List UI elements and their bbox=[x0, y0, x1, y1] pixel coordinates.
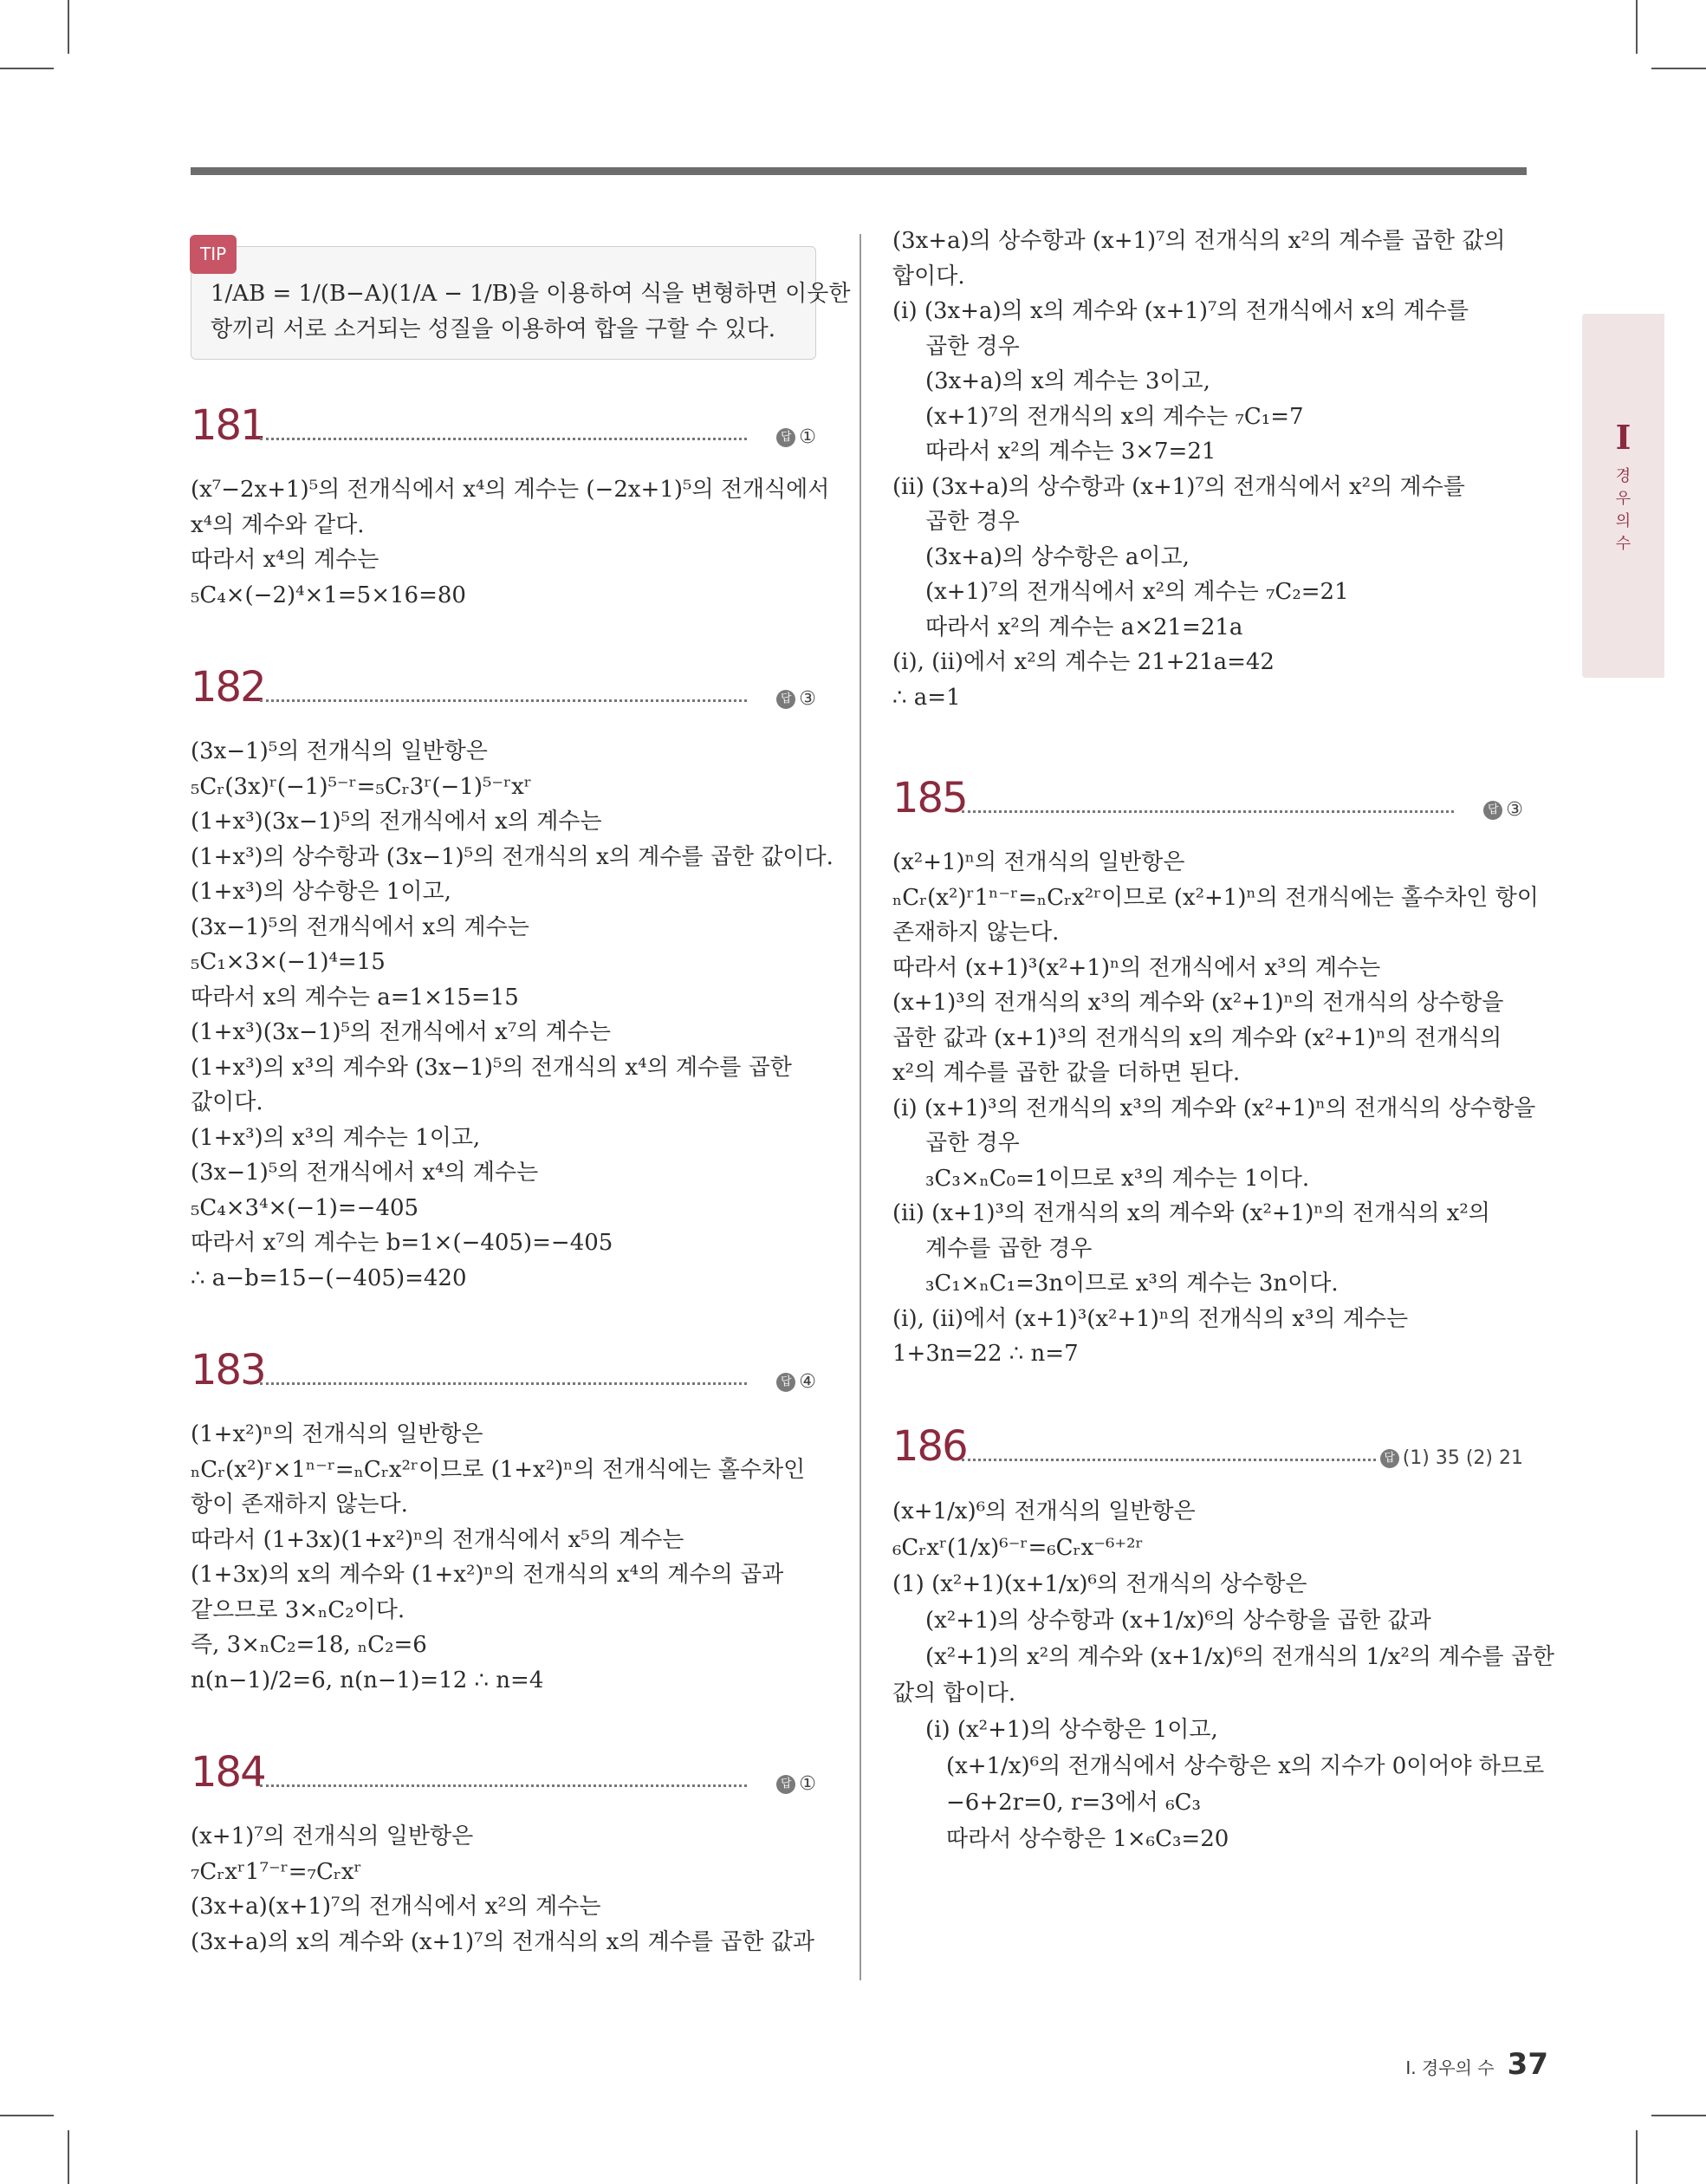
answer-label bbox=[1483, 793, 1523, 829]
solution-line: 곱한 값과 (x+1)³의 전개식의 x의 계수와 (x²+1)ⁿ의 전개식의 bbox=[892, 1024, 1502, 1051]
solution-line: ₆Cᵣxʳ(1/x)⁶⁻ʳ=₆Cᵣx⁻⁶⁺²ʳ bbox=[892, 1534, 1144, 1561]
solution-line: (1+x³)의 상수항은 1이고, bbox=[191, 879, 451, 905]
problem-number: 182 bbox=[191, 663, 265, 712]
crop-mark bbox=[0, 2115, 54, 2116]
top-rule bbox=[191, 167, 1527, 175]
solution-line: 즉, 3×ₙC₂=18, ₙC₂=6 bbox=[191, 1632, 427, 1658]
solution-line: (3x−1)⁵의 전개식에서 x⁴의 계수는 bbox=[191, 1160, 539, 1186]
chapter-title-char: 의 bbox=[1615, 512, 1631, 530]
answer-icon: 답 bbox=[1483, 801, 1502, 820]
solution-line: ₙCᵣ(x²)ʳ1ⁿ⁻ʳ=ₙCᵣx²ʳ이므로 (x²+1)ⁿ의 전개식에는 홀수차인 항이 bbox=[892, 884, 1539, 911]
solution-line: 따라서 (x+1)³(x²+1)ⁿ의 전개식에서 x³의 계수는 bbox=[892, 954, 1381, 981]
crop-mark bbox=[1636, 0, 1638, 54]
solution-line: 따라서 x⁷의 계수는 b=1×(−405)=−405 bbox=[191, 1230, 613, 1256]
crop-mark bbox=[1636, 2130, 1638, 2184]
solution-line: (1+3x)의 x의 계수와 (1+x²)ⁿ의 전개식의 x⁴의 계수의 곱과 bbox=[191, 1562, 784, 1588]
solution-line: (i) (3x+a)의 x의 계수와 (x+1)⁷의 전개식에서 x의 계수를 bbox=[892, 298, 1469, 324]
solution-186 bbox=[892, 1493, 1555, 1857]
solution-line: (1+x³)의 x³의 계수와 (3x−1)⁵의 전개식의 x⁴의 계수를 곱한 bbox=[191, 1054, 792, 1081]
solution-line: (x+1)⁷의 전개식의 일반항은 bbox=[191, 1823, 474, 1849]
solution-line: (x+1)⁷의 전개식에서 x²의 계수는 ₇C₂=21 bbox=[925, 579, 1349, 605]
page-number: 37 bbox=[1507, 2047, 1548, 2082]
solution-line: 곱한 경우 bbox=[925, 1130, 1020, 1156]
solution-line: 1+3n=22 ∴ n=7 bbox=[892, 1341, 1079, 1367]
solution-line: ₃C₃×ₙC₀=1이므로 x³의 계수는 1이다. bbox=[925, 1165, 1310, 1192]
tip-line: 1/AB = 1/(B−A)(1/A − 1/B)을 이용하여 식을 변형하면 이웃한 bbox=[211, 281, 851, 307]
problem-header-183 bbox=[191, 1346, 816, 1417]
tip-tag: TIP bbox=[190, 235, 237, 274]
solution-line: (1) (x²+1)(x+1/x)⁶의 전개식의 상수항은 bbox=[892, 1570, 1307, 1597]
answer-icon: 답 bbox=[1380, 1449, 1399, 1468]
answer-icon: 답 bbox=[776, 1775, 795, 1794]
crop-mark bbox=[68, 0, 69, 54]
solution-line: (1+x³)(3x−1)⁵의 전개식에서 x의 계수는 bbox=[191, 809, 602, 835]
solution-line: 곱한 경우 bbox=[925, 509, 1020, 535]
solution-line: ₅C₄×(−2)⁴×1=5×16=80 bbox=[191, 582, 466, 608]
solution-line: ∴ a=1 bbox=[892, 684, 961, 711]
chapter-roman-numeral: I bbox=[1615, 418, 1631, 457]
solution-line: ∴ a−b=15−(−405)=420 bbox=[191, 1264, 467, 1291]
solution-line: (x²+1)의 x²의 계수와 (x+1/x)⁶의 전개식의 1/x²의 계수를 곱한 bbox=[925, 1643, 1555, 1670]
answer-value: ③ bbox=[799, 688, 816, 710]
answer-label bbox=[776, 420, 816, 456]
solution-line: 따라서 x⁴의 계수는 bbox=[191, 547, 379, 573]
solution-line: 곱한 경우 bbox=[925, 333, 1020, 360]
solution-line: ₅C₄×3⁴×(−1)=−405 bbox=[191, 1194, 419, 1221]
solution-line: 항이 존재하지 않는다. bbox=[191, 1492, 408, 1518]
solution-line: 따라서 x²의 계수는 a×21=21a bbox=[925, 614, 1243, 640]
solution-line: (3x+a)(x+1)⁷의 전개식에서 x²의 계수는 bbox=[191, 1894, 601, 1920]
answer-value: ① bbox=[799, 1773, 816, 1795]
answer-value: ① bbox=[799, 426, 816, 448]
solution-line: ₅C₁×3×(−1)⁴=15 bbox=[191, 949, 386, 975]
solution-line: 따라서 x의 계수는 a=1×15=15 bbox=[191, 984, 519, 1011]
solution-line: ₃C₁×ₙC₁=3n이므로 x³의 계수는 3n이다. bbox=[925, 1271, 1339, 1297]
problem-number: 186 bbox=[892, 1421, 967, 1471]
solution-line: 값의 합이다. bbox=[892, 1680, 1016, 1706]
solution-line: 따라서 x²의 계수는 3×7=21 bbox=[925, 439, 1216, 465]
solution-line: 합이다. bbox=[892, 263, 965, 289]
tip-box bbox=[191, 244, 851, 360]
answer-value: ④ bbox=[799, 1371, 816, 1393]
leader-dots bbox=[962, 1459, 1376, 1461]
answer-icon: 답 bbox=[776, 428, 795, 447]
solution-line: 따라서 상수항은 1×₆C₃=20 bbox=[946, 1825, 1229, 1852]
solution-185 bbox=[892, 845, 1539, 1372]
chapter-title-char: 우 bbox=[1615, 490, 1631, 508]
solution-line: (3x+a)의 x의 계수와 (x+1)⁷의 전개식의 x의 계수를 곱한 값과 bbox=[191, 1928, 815, 1955]
solution-line: 값이다. bbox=[191, 1089, 263, 1115]
solution-line: (3x+a)의 상수항은 a이고, bbox=[925, 543, 1190, 570]
solution-line: (x+1)³의 전개식의 x³의 계수와 (x²+1)ⁿ의 전개식의 상수항을 bbox=[892, 990, 1504, 1016]
answer-label bbox=[1380, 1441, 1523, 1477]
chapter-title-char: 경 bbox=[1615, 467, 1631, 485]
problem-number: 184 bbox=[191, 1748, 265, 1797]
solution-line: (x⁷−2x+1)⁵의 전개식에서 x⁴의 계수는 (−2x+1)⁵의 전개식에서 bbox=[191, 477, 830, 503]
answer-icon: 답 bbox=[776, 690, 795, 709]
solution-line: 따라서 (1+3x)(1+x²)ⁿ의 전개식에서 x⁵의 계수는 bbox=[191, 1526, 684, 1553]
solution-line: (x+1/x)⁶의 전개식의 일반항은 bbox=[892, 1498, 1196, 1524]
left-column bbox=[191, 234, 851, 1960]
answer-icon: 답 bbox=[776, 1373, 795, 1392]
crop-mark bbox=[1651, 68, 1706, 69]
problem-header-182 bbox=[191, 663, 816, 734]
solution-line: (ii) (x+1)³의 전개식의 x의 계수와 (x²+1)ⁿ의 전개식의 x²의 bbox=[892, 1200, 1490, 1226]
solution-line: (x²+1)ⁿ의 전개식의 일반항은 bbox=[892, 849, 1185, 875]
column-divider bbox=[859, 234, 861, 1980]
page-footer bbox=[1405, 2047, 1548, 2082]
solution-line: ₇Cᵣxʳ1⁷⁻ʳ=₇Cᵣxʳ bbox=[191, 1858, 362, 1885]
problem-header-184 bbox=[191, 1748, 816, 1819]
solution-line: 같으므로 3×ₙC₂이다. bbox=[191, 1596, 405, 1623]
solution-line: (x²+1)의 상수항과 (x+1/x)⁶의 상수항을 곱한 값과 bbox=[925, 1607, 1431, 1634]
solution-line: (3x−1)⁵의 전개식에서 x의 계수는 bbox=[191, 913, 529, 940]
solution-line: (1+x³)(3x−1)⁵의 전개식에서 x⁷의 계수는 bbox=[191, 1019, 611, 1045]
answer-label bbox=[776, 682, 816, 718]
leader-dots bbox=[260, 438, 747, 440]
crop-mark bbox=[0, 68, 54, 69]
solution-line: x⁴의 계수와 같다. bbox=[191, 511, 365, 538]
leader-dots bbox=[260, 1382, 747, 1385]
answer-value: ③ bbox=[1506, 799, 1523, 821]
crop-mark bbox=[68, 2130, 69, 2184]
solution-line: x²의 계수를 곱한 값을 더하면 된다. bbox=[892, 1060, 1241, 1086]
chapter-side-tab bbox=[1582, 314, 1664, 678]
solution-line: (x+1/x)⁶의 전개식에서 상수항은 x의 지수가 0이어야 하므로 bbox=[946, 1752, 1545, 1779]
crop-mark bbox=[1651, 2115, 1706, 2116]
problem-number: 185 bbox=[892, 774, 967, 822]
solution-line: (i), (ii)에서 (x+1)³(x²+1)ⁿ의 전개식의 x³의 계수는 bbox=[892, 1305, 1409, 1332]
leader-dots bbox=[260, 1784, 747, 1787]
solution-line: (x+1)⁷의 전개식의 x의 계수는 ₇C₁=7 bbox=[925, 403, 1304, 430]
solution-line: (ii) (3x+a)의 상수항과 (x+1)⁷의 전개식에서 x²의 계수를 bbox=[892, 473, 1465, 500]
right-column bbox=[892, 224, 1555, 1857]
leader-dots bbox=[962, 810, 1454, 813]
leader-dots bbox=[260, 699, 747, 702]
solution-line: (i) (x+1)³의 전개식의 x³의 계수와 (x²+1)ⁿ의 전개식의 상수항을 bbox=[892, 1095, 1536, 1121]
footer-section: I. 경우의 수 bbox=[1405, 2057, 1495, 2078]
chapter-title-vertical bbox=[1582, 465, 1664, 556]
answer-label bbox=[776, 1767, 816, 1803]
solution-line: (i), (ii)에서 x²의 계수는 21+21a=42 bbox=[892, 649, 1275, 675]
solution-line: ₙCᵣ(x²)ʳ×1ⁿ⁻ʳ=ₙCᵣx²ʳ이므로 (1+x²)ⁿ의 전개식에는 홀수차인 bbox=[191, 1456, 806, 1483]
solution-line: (i) (x²+1)의 상수항은 1이고, bbox=[925, 1716, 1218, 1743]
chapter-title-char: 수 bbox=[1615, 535, 1631, 553]
solution-line: (1+x²)ⁿ의 전개식의 일반항은 bbox=[191, 1421, 483, 1447]
solution-line: −6+2r=0, r=3에서 ₆C₃ bbox=[946, 1789, 1201, 1816]
tip-line: 항끼리 서로 소거되는 성질을 이용하여 합을 구할 수 있다. bbox=[211, 315, 776, 342]
solution-line: ₅Cᵣ(3x)ʳ(−1)⁵⁻ʳ=₅Cᵣ3ʳ(−1)⁵⁻ʳxʳ bbox=[191, 773, 532, 800]
problem-number: 181 bbox=[191, 401, 265, 450]
solution-line: 존재하지 않는다. bbox=[892, 920, 1060, 946]
solution-line: 계수를 곱한 경우 bbox=[925, 1235, 1093, 1262]
solution-line: (1+x³)의 x³의 계수는 1이고, bbox=[191, 1124, 481, 1151]
problem-number: 183 bbox=[191, 1346, 265, 1394]
solution-line: (1+x³)의 상수항과 (3x−1)⁵의 전개식의 x의 계수를 곱한 값이다. bbox=[191, 843, 834, 870]
solution-line: (3x+a)의 x의 계수는 3이고, bbox=[925, 368, 1210, 394]
problem-header-185 bbox=[892, 774, 1523, 845]
answer-value: (1) 35 (2) 21 bbox=[1402, 1446, 1523, 1469]
solution-184-continued bbox=[892, 224, 1523, 715]
problem-header-181 bbox=[191, 401, 816, 472]
problem-header-186 bbox=[892, 1421, 1523, 1493]
solution-line: (3x+a)의 상수항과 (x+1)⁷의 전개식의 x²의 계수를 곱한 값의 bbox=[892, 228, 1506, 254]
answer-label bbox=[776, 1365, 816, 1401]
solution-line: (3x−1)⁵의 전개식의 일반항은 bbox=[191, 738, 488, 764]
solution-line: n(n−1)/2=6, n(n−1)=12 ∴ n=4 bbox=[191, 1667, 544, 1693]
